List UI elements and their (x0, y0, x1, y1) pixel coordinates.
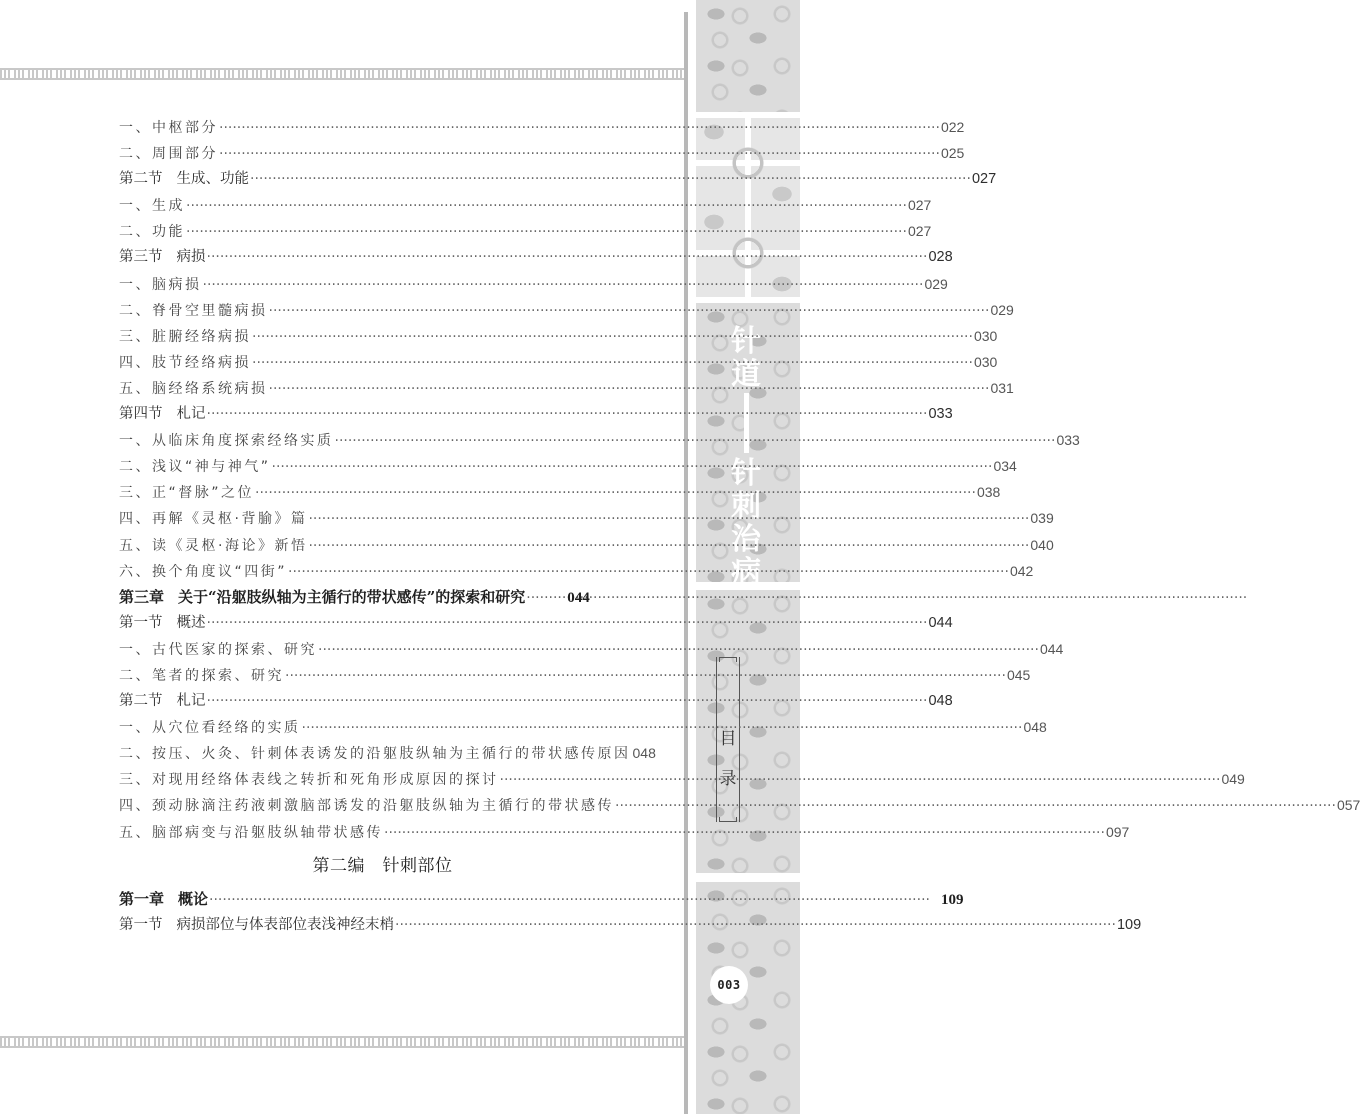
toc-item[interactable]: 二、功能 ····· 027 (119, 218, 646, 244)
cloud-pattern-panel (696, 0, 800, 112)
leader-dots (302, 715, 1023, 741)
toc-item[interactable]: 一、生成 ····· 027 (119, 192, 646, 218)
page-ref: 039 (1030, 510, 1054, 527)
toc-item[interactable]: 三、脏腑经络病损 ····· 030 (119, 323, 646, 349)
toc-section[interactable]: 第二节 生成、功能 ····· 027 (119, 166, 646, 192)
page-ref: 027 (907, 223, 932, 240)
toc-item[interactable]: 一、脑病损 ····· 029 (119, 271, 646, 297)
page-ref: 038 (976, 484, 1001, 501)
page-ref: 034 (993, 458, 1017, 475)
page-ref: 042 (1009, 562, 1034, 579)
leader-dots (395, 912, 1116, 938)
toc-section[interactable]: 第四节 札记 ····· 033 (119, 401, 646, 427)
leader-dots (209, 887, 930, 913)
toc-section[interactable]: 第一节 概述 ····· 044 (119, 610, 646, 636)
leader-dots (335, 428, 1056, 454)
leader-dots (308, 533, 1029, 559)
section-label: 目 录 (719, 729, 737, 789)
toc-item[interactable]: 四、颈动脉滴注药液刺激脑部诱发的沿躯肢纵轴为主循行的带状感传 ····· 057 (119, 792, 646, 818)
toc-chapter-3[interactable]: 第三章 关于“沿躯肢纵轴为主循行的带状感传”的探索和研究 ····· 044 (119, 584, 646, 610)
page-ref: 044 (567, 589, 590, 606)
page-ref: 033 (928, 406, 953, 423)
page-ref: 044 (928, 614, 953, 631)
toc-section[interactable]: 第三节 病损 ····· 028 (119, 244, 646, 270)
toc-item[interactable]: 五、读《灵枢·海论》新悟 ····· 040 (119, 532, 646, 558)
part-heading: 第二编 针刺部位 (312, 855, 453, 876)
page-ref: 048 (928, 693, 953, 710)
toc-item[interactable]: 一、从穴位看经络的实质 ····· 048 (119, 714, 646, 740)
toc-item[interactable]: 五、脑部病变与沿躯肢纵轴带状感传 ····· 097 (119, 819, 646, 845)
leader-dots (186, 193, 907, 219)
leader-dots (269, 376, 990, 402)
leader-dots (252, 324, 973, 350)
toc-item[interactable]: 二、脊骨空里髓病损 ····· 029 (119, 297, 646, 323)
page-ref: 048 (632, 745, 656, 762)
page-ref: 044 (1039, 640, 1064, 657)
page-ref: 057 (1336, 797, 1360, 814)
leader-dots (219, 141, 940, 167)
leader-dots (203, 272, 924, 298)
page-ref: 028 (928, 249, 953, 266)
toc-section[interactable]: 第二节 札记 ····· 048 (119, 688, 646, 714)
toc-group-3 (119, 912, 1142, 938)
toc-item[interactable]: 一、中枢部分 ····· 022 (119, 114, 646, 140)
page-number-badge: 003 (710, 966, 748, 1004)
page-ref: 027 (971, 171, 997, 188)
page-ref: 025 (940, 145, 965, 162)
toc-item[interactable]: 三、对现用经络体表线之转折和死角形成原因的探讨 ····· 049 (119, 766, 646, 792)
leader-dots (219, 115, 940, 141)
page-ref: 097 (1105, 823, 1130, 840)
toc-item[interactable]: 四、再解《灵枢·背腧》篇 ····· 039 (119, 505, 646, 531)
leader-dots (288, 559, 1009, 585)
toc-chapter-1[interactable]: 第一章 概论 ····· 109 (119, 886, 646, 912)
greek-key-border-top (0, 68, 684, 80)
page-ref: 048 (1023, 719, 1047, 736)
page-ref: 040 (1030, 536, 1054, 553)
leader-dots (252, 350, 973, 376)
page-ref: 022 (940, 119, 965, 135)
leader-dots (318, 637, 1039, 663)
page-ref: 109 (1116, 916, 1142, 933)
leader-dots (255, 480, 976, 506)
leader-dots (526, 585, 556, 611)
leader-dots (207, 688, 928, 714)
toc-item[interactable]: 六、换个角度议“四街” ····· 042 (119, 558, 646, 584)
leader-dots (207, 610, 928, 636)
page-ref: 033 (1056, 432, 1080, 449)
page-ref: 031 (990, 379, 1014, 396)
page-ref: 049 (1221, 771, 1245, 788)
toc-section[interactable]: 第一节 病损部位与体表部位表浅神经末梢 ····· 109 (119, 912, 646, 938)
leader-dots (186, 219, 907, 245)
page-ref: 029 (924, 275, 948, 292)
toc-item[interactable]: 四、肢节经络病损 ····· 030 (119, 349, 646, 375)
page-ref: 029 (990, 301, 1014, 318)
leader-dots (207, 401, 928, 427)
leader-dots (269, 298, 990, 324)
leader-dots (207, 244, 928, 270)
toc-item[interactable]: 二、浅议“神与神气” ····· 034 (119, 453, 646, 479)
leader-dots (250, 166, 971, 192)
page-ref: 109 (940, 891, 964, 908)
toc-item[interactable]: 五、脑经络系统病损 ····· 031 (119, 375, 646, 401)
toc-item[interactable]: 一、古代医家的探索、研究 ····· 044 (119, 636, 646, 662)
page-ref: 030 (973, 353, 998, 370)
greek-key-border-bottom (0, 1036, 684, 1048)
toc-item[interactable]: 二、笔者的探索、研究 ····· 045 (119, 662, 646, 688)
leader-dots (285, 663, 1006, 689)
page-ref: 027 (907, 197, 932, 214)
leader-dots (384, 820, 1105, 846)
leader-dots (500, 767, 1221, 793)
book-title: 针 道 针 刺 治 病 (731, 324, 761, 590)
leader-dots (272, 454, 993, 480)
page-ref: 030 (973, 327, 998, 344)
page-ref: 045 (1006, 666, 1031, 683)
toc-item[interactable]: 二、按压、火灸、针刺体表诱发的沿躯肢纵轴为主循行的带状感传原因 048 (119, 740, 646, 766)
toc-item[interactable]: 二、周围部分 ····· 025 (119, 140, 646, 166)
leader-dots (615, 793, 1336, 819)
toc-item[interactable]: 一、从临床角度探索经络实质 ····· 033 (119, 427, 646, 453)
leader-dots (308, 506, 1029, 532)
toc-item[interactable]: 三、正“督脉”之位 ····· 038 (119, 479, 646, 505)
